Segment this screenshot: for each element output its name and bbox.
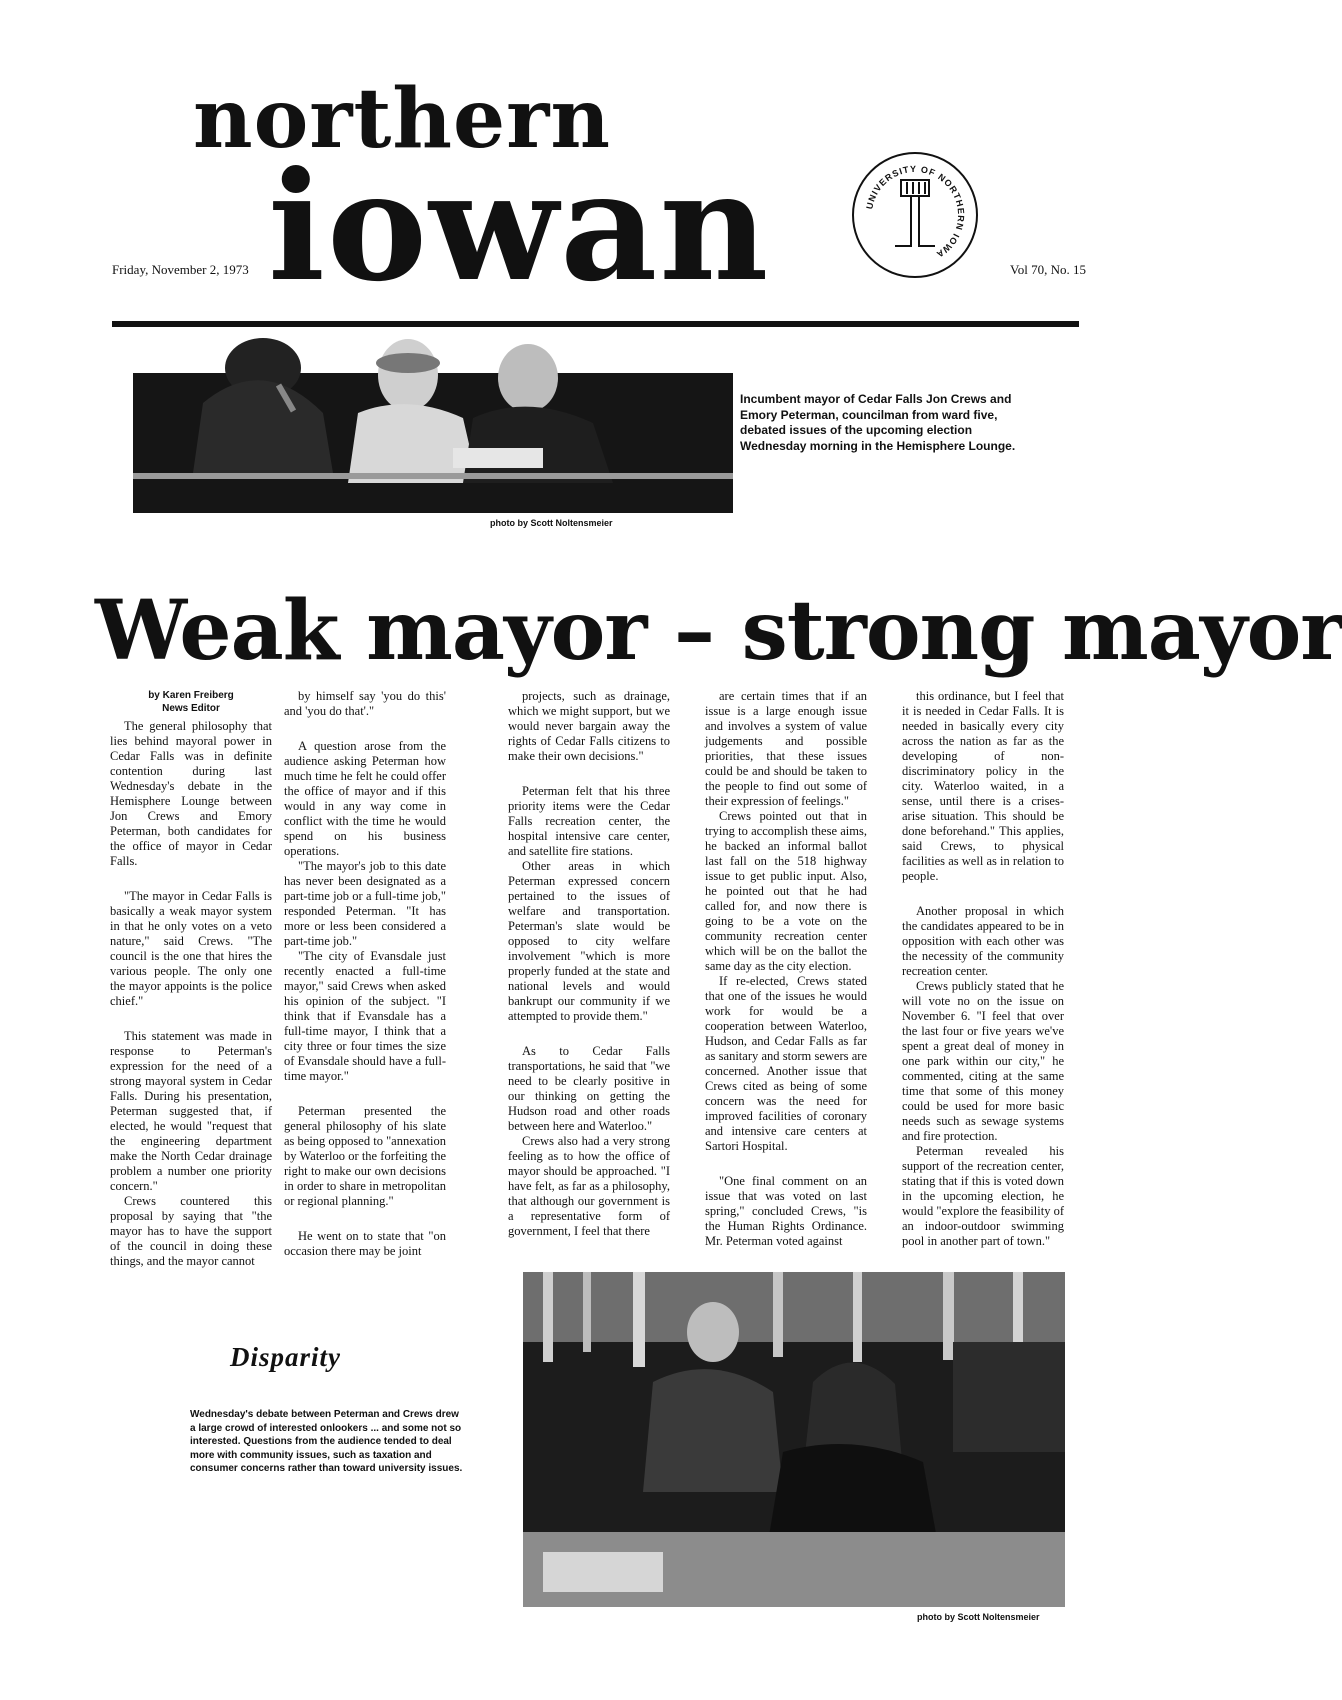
article-column-5 (902, 689, 1064, 1249)
paragraph: Crews publicly stated that he will vote no on the issue on November 6. "I feel that over the last four or five years we've spent a great deal of money in one park within our city," he commented, citing at the same time that some of this money could be used for more basic needs such as sewage systems and fire protection. (902, 979, 1064, 1143)
paragraph: Crews also had a very strong feeling as to how the office of mayor should be approached. "I have felt, as far as a philosophy, that although our government is a representative form of government, I feel that there (508, 1134, 670, 1238)
article-column-4 (705, 689, 867, 1249)
paragraph: this ordinance, but I feel that it is needed in Cedar Falls. It is needed in basically every city across the nation as far as the developing of non-discriminatory policy in the city. Waterloo waited, in a sense, until there is a crises-arise situation. This should be done beforehand." This applies, said Crews, to physical facilities as well as in relation to people. (902, 689, 1064, 883)
paragraph: Peterman presented the general philosophy of his slate as being opposed to "annexation by Waterloo or the forfeiting the right to make our own decisions in order to share in metropolitan or regional planning." (284, 1104, 447, 1208)
masthead-iowan: iowan (268, 139, 771, 315)
paragraph: "The mayor in Cedar Falls is basically a weak mayor system in that he only votes on a veto nature," said Crews. "The council is the one that hires the various people. The only one the mayor appoints is the police chief." (110, 889, 272, 1008)
byline-author: by Karen Freiberg (148, 690, 234, 701)
paragraph: Peterman felt that his three priority items were the Cedar Falls recreation center, the hospital intensive care center, and satellite fire stations. (508, 784, 670, 858)
paragraph: A question arose from the audience asking Peterman how much time he felt he could offer the office of mayor and if this would in any way come in conflict with the time he would spend on his business operations. (284, 739, 446, 858)
byline-title: News Editor (162, 703, 220, 714)
paragraph: by himself say 'you do this' and 'you do that'." (284, 689, 446, 718)
article-column-1 (110, 689, 272, 1269)
disparity-caption: Wednesday's debate between Peterman and Crews drew a large crowd of interested onlookers ... and some not so interested. Questions from the audience tended to deal more with community issues, such as taxation and consumer concerns rather than toward university issues. (190, 1409, 463, 1474)
paragraph: Peterman revealed his support of the recreation center, stating that if this is voted down in the upcoming election, he would "explore the feasibility of an indoor-outdoor swimming pool in another part of town." (902, 1144, 1065, 1248)
crowd-photo-credit: photo by Scott Noltensmeier (917, 1612, 1040, 1622)
byline (110, 689, 272, 715)
paragraph: "The mayor's job to this date has never been designated as a part-time job or a full-time job," responded Peterman. "It has more or less been considered a part-time job." (284, 859, 446, 948)
paragraph: As to Cedar Falls transportations, he said that "we need to be clearly positive in our thinking on getting the Hudson road and other roads between here and Waterloo." (508, 1044, 670, 1133)
paragraph: projects, such as drainage, which we might support, but we would never bargain away the rights of Cedar Falls citizens to make their own decisions." (508, 689, 670, 763)
paragraph: Another proposal in which the candidates appeared to be in opposition with each other was the necessity of the community recreation center. (902, 904, 1064, 978)
seal-text: UNIVERSITY OF NORTHERN IOWA (864, 163, 967, 260)
paragraph: If re-elected, Crews stated that one of the issues he would work for would be a cooperation between Waterloo, Hudson, and Cedar Falls as far as sanitary and storm sewers are concerned. Another issue that Crews cited as being of some concern was the need for improved facilities of coronary and intensive care centers at Sartori Hospital. (705, 974, 867, 1153)
paragraph: "The city of Evansdale just recently enacted a full-time mayor," said Crews when asked his opinion of the subject. "I think that if Evansdale has a full-time mayor, I think that a city three or four times the size of Evansdale should have a full-time mayor." (284, 949, 446, 1083)
debate-photo (133, 333, 733, 513)
disparity-title: Disparity (230, 1342, 342, 1372)
paragraph: Crews countered this proposal by saying that "the mayor has to have the support of the council in doing these things, and the mayor cannot (110, 1194, 272, 1268)
top-photo-credit: photo by Scott Noltensmeier (490, 518, 613, 528)
article-column-3 (508, 689, 670, 1239)
paragraph: Other areas in which Peterman expressed concern pertained to the issues of welfare and transportation. Peterman's slate would be opposed to city welfare involvement "which is more properly funded at the state and national levels and would bankrupt our community if we attempted to provide them." (508, 859, 670, 1023)
masthead-rule (112, 321, 1079, 327)
paragraph: "One final comment on an issue that was voted on last spring," concluded Crews, "is the Human Rights Ordinance. Mr. Peterman voted against (705, 1174, 867, 1248)
university-seal (850, 150, 980, 280)
masthead-northern: northern (193, 71, 611, 167)
paragraph: The general philosophy that lies behind mayoral power in Cedar Falls was in definite contention during last Wednesday's debate in the Hemisphere Lounge between Jon Crews and Emory Peterman, both candidates for the office of mayor in Cedar Falls. (110, 719, 272, 868)
paragraph: He went on to state that "on occasion there may be joint (284, 1229, 446, 1258)
issue-date: Friday, November 2, 1973 (112, 262, 249, 277)
paragraph: are certain times that if an issue is a large enough issue and involves a system of value judgements and possible priorities, that these issues could be and should be taken to the people to find out some of their expression of feelings." (705, 689, 867, 808)
article-column-2 (284, 689, 446, 1259)
headline: Weak mayor – strong mayor (95, 583, 1342, 679)
issue-volume: Vol 70, No. 15 (1010, 262, 1086, 277)
top-photo-caption: Incumbent mayor of Cedar Falls Jon Crews and Emory Peterman, councilman from ward five, debated issues of the upcoming election Wednesday morning in the Hemisphere Lounge. (740, 392, 1016, 453)
paragraph: This statement was made in response to Peterman's expression for the need of a strong mayoral system in Cedar Falls. During his presentation, Peterman suggested that, if elected, he would "request that the engineering department make the North Cedar drainage problem a number one priority concern." (110, 1029, 272, 1193)
paragraph: Crews pointed out that in trying to accomplish these aims, he backed an informal ballot last fall on the 518 highway issue to get public input. Also, he pointed out that he had called for, and now there is going to be a vote on the community recreation center which will be on the ballot the same day as the city election. (705, 809, 867, 973)
crowd-photo (523, 1272, 1065, 1607)
